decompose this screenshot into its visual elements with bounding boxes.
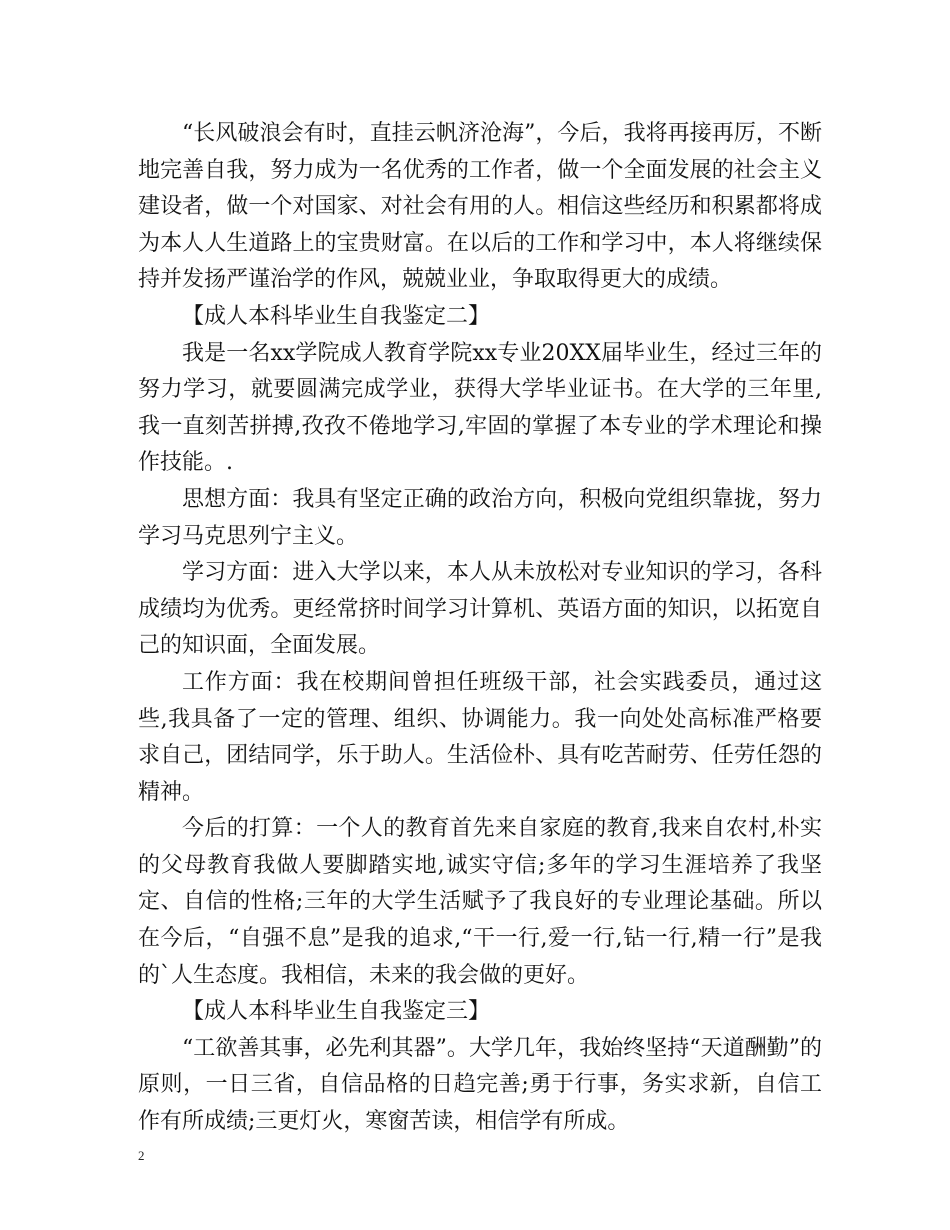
- page-number: 2: [138, 1148, 145, 1163]
- plans-paragraph: 今后的打算：一个人的教育首先来自家庭的教育,我来自农村,朴实的父母教育我做人要脚踏实地,诚实守信;多年的学习生涯培养了我坚定、自信的性格;三年的大学生活赋予了我良好的专业理论基础。所以在今后，“自强不息”是我的追求,“干一行,爱一行,钻一行,精一行”是我的`人生态度。我相信，未来的我会做的更好。: [138, 816, 822, 988]
- document-body: [138, 116, 822, 1141]
- closing-paragraph-1: “长风破浪会有时，直挂云帆济沧海”，今后，我将再接再厉，不断地完善自我，努力成为一名优秀的工作者，做一个全面发展的社会主义建设者，做一个对国家、对社会有用的人。相信这些经历和积累都将成为本人人生道路上的宝贵财富。在以后的工作和学习中，本人将继续保持并发扬严谨治学的作风，兢兢业业，争取取得更大的成绩。: [138, 121, 822, 293]
- section-heading-3: 【成人本科毕业生自我鉴定三】: [182, 999, 491, 1025]
- intro-paragraph-2: 我是一名xx学院成人教育学院xx专业20XX届毕业生，经过三年的努力学习，就要圆满完成学业，获得大学毕业证书。在大学的三年里,我一直刻苦拼搏,孜孜不倦地学习,牢固的掌握了本专业的学术理论和操作技能。.: [138, 340, 822, 476]
- section-heading-2: 【成人本科毕业生自我鉴定二】: [182, 303, 491, 329]
- work-paragraph: 工作方面：我在校期间曾担任班级干部，社会实践委员，通过这些,我具备了一定的管理、组织、协调能力。我一向处处高标准严格要求自己，团结同学，乐于助人。生活俭朴、具有吃苦耐劳、任劳任怨的精神。: [138, 669, 822, 805]
- study-paragraph: 学习方面：进入大学以来，本人从未放松对专业知识的学习，各科成绩均为优秀。更经常挤时间学习计算机、英语方面的知识，以拓宽自己的知识面，全面发展。: [138, 560, 822, 659]
- intro-paragraph-3: “工欲善其事，必先利其器”。大学几年，我始终坚持“天道酬勤”的原则，一日三省，自信品格的日趋完善;勇于行事，务实求新，自信工作有所成绩;三更灯火，寒窗苦读，相信学有所成。: [138, 1035, 822, 1135]
- ideology-paragraph: 思想方面：我具有坚定正确的政治方向，积极向党组织靠拢，努力学习马克思列宁主义。: [138, 486, 822, 549]
